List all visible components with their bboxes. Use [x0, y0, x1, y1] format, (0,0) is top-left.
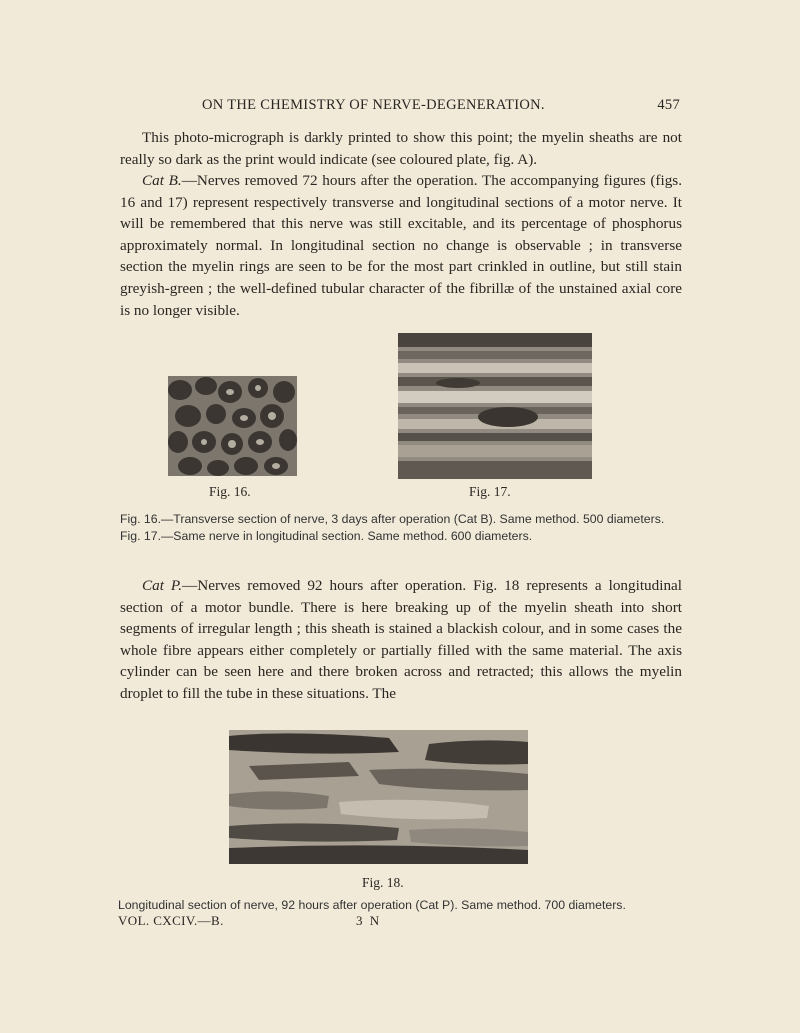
- paragraph-cat-b: [120, 170, 682, 321]
- paragraph-intro: [120, 127, 682, 170]
- figure-17-micrograph: [398, 333, 592, 479]
- signature-mark: 3 N: [356, 913, 382, 928]
- figure-17-label: Fig. 17.: [469, 484, 511, 499]
- paragraph-intro-text: This photo-micrograph is darkly printed to show this point; the myelin sheaths are not really so dark as the print would indicate (see coloured plate, fig. A).: [120, 129, 682, 168]
- page-number: 457: [657, 97, 680, 113]
- caption-fig-16: Fig. 16.—Transverse section of nerve, 3 days after operation (Cat B). Same method. 500 diameters.: [120, 512, 665, 526]
- caption-fig-17: Fig. 17.—Same nerve in longitudinal section. Same method. 600 diameters.: [120, 529, 533, 543]
- caption-fig-18: Longitudinal section of nerve, 92 hours after operation (Cat P). Same method. 700 diameters.: [118, 898, 626, 912]
- paragraph-cat-b-text: —Nerves removed 72 hours after the operation. The accompanying figures (figs. 16 and 17) represent respectively transverse and longitudinal sections of a motor nerve. It will be remembered that this nerve was still excitable, and its percentage of phosphorus approximately normal. In longitudinal section no change is observable ; in transverse section the myelin rings are seen to be for the most part crinkled in outline, but still stain greyish-green ; the well-defined tubular character of the fibrillæ of the unstained axial core is no longer visible.: [120, 172, 682, 319]
- figure-16-micrograph: [168, 376, 297, 476]
- figure-18-caption-block: [118, 897, 682, 914]
- paragraph-cat-b-lead: Cat B.: [142, 172, 182, 189]
- figure-16-17-captions: [120, 511, 682, 545]
- running-head-title: ON THE CHEMISTRY OF NERVE-DEGENERATION.: [202, 97, 545, 113]
- figure-18-label: Fig. 18.: [362, 875, 404, 890]
- figure-16-label: Fig. 16.: [209, 484, 251, 499]
- paragraph-cat-p: [120, 575, 682, 705]
- paragraph-cat-p-text: —Nerves removed 92 hours after operation. Fig. 18 represents a longitudinal section of a motor bundle. There is here breaking up of the myelin sheath into short segments of irregular length ; this sheath is stained a blackish colour, and in some cases the whole fibre appears either completely or partially filled with the same material. The axis cylinder can be seen here and there broken across and retracted; this allows the myelin droplet to fill the tube in these situations. The: [120, 577, 682, 702]
- figure-18-micrograph: [229, 730, 528, 864]
- paragraph-cat-p-lead: Cat P.: [142, 577, 183, 594]
- volume-mark: VOL. CXCIV.—B.: [118, 913, 224, 928]
